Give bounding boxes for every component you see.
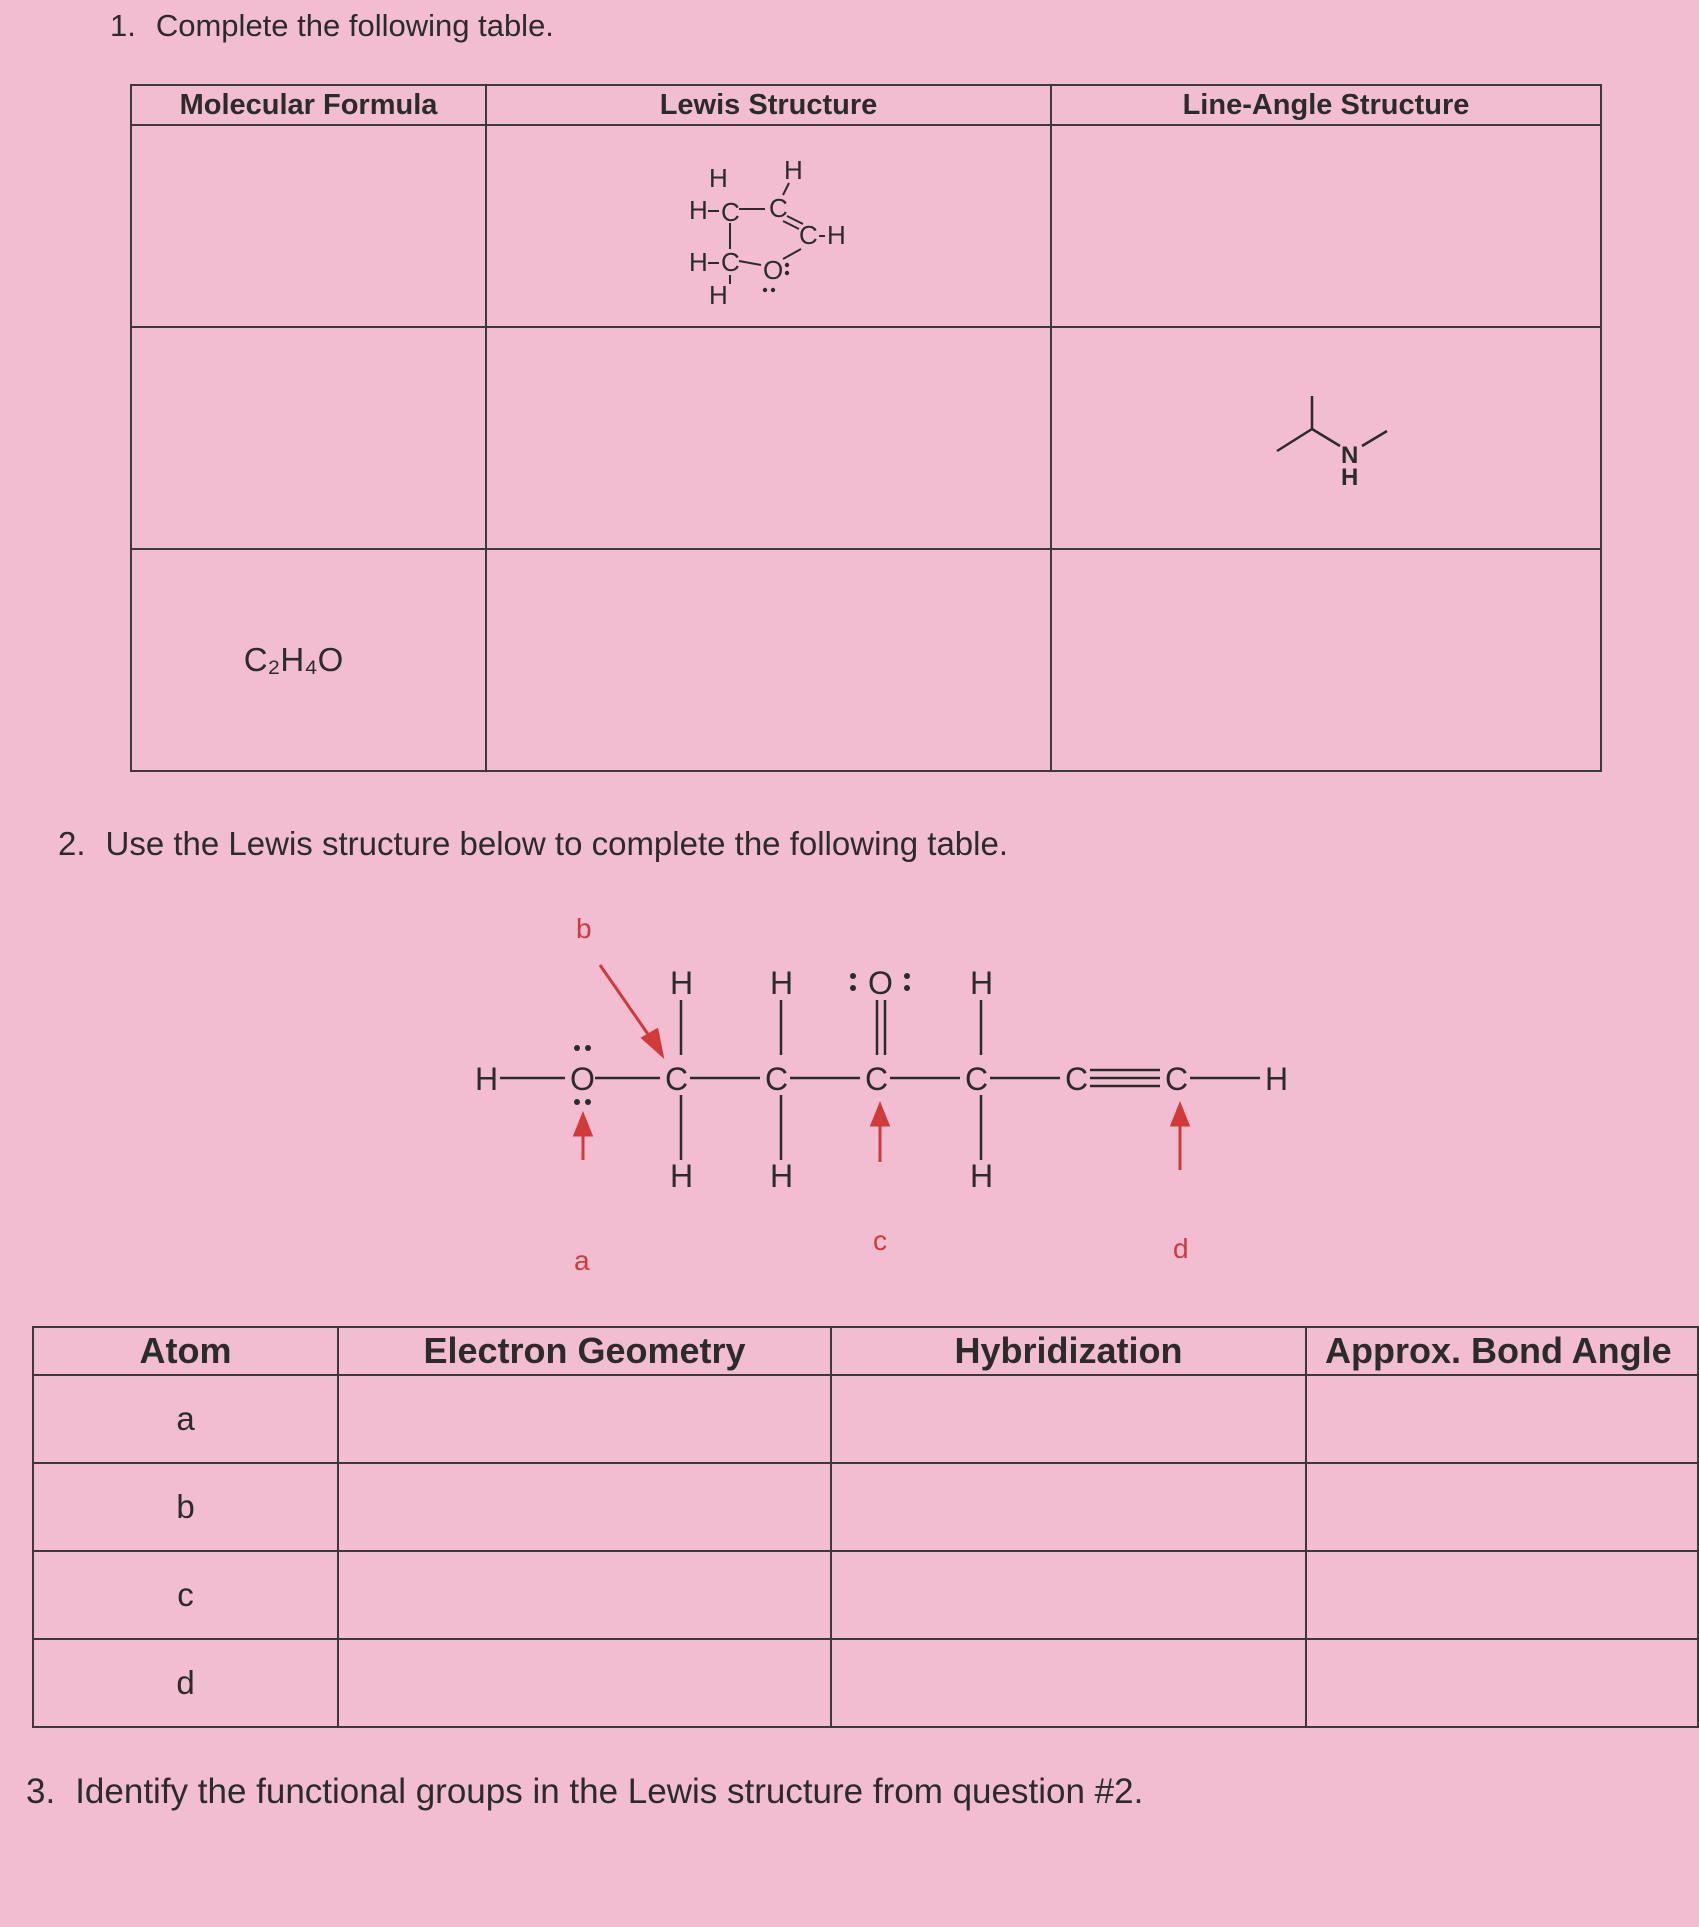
svg-text:H: H <box>970 1158 994 1194</box>
isopropyl-methylamine-line-angle <box>1252 391 1452 511</box>
label-d: d <box>1173 1233 1189 1264</box>
line-angle-cell-3[interactable] <box>1051 549 1601 771</box>
atom-C-d: C <box>1165 1061 1189 1097</box>
question-3 <box>26 1772 1143 1812</box>
atom-cell: d <box>33 1639 338 1727</box>
bond-angle-cell[interactable] <box>1306 1639 1698 1727</box>
electron-geometry-cell[interactable] <box>338 1375 831 1463</box>
bond-angle-cell[interactable] <box>1306 1463 1698 1551</box>
lewis-cell-1 <box>486 125 1051 327</box>
header-lewis-structure: Lewis Structure <box>486 85 1051 125</box>
question-1 <box>110 8 554 44</box>
electron-geometry-cell[interactable] <box>338 1551 831 1639</box>
lewis-structure-q2 <box>460 900 1310 1280</box>
atom-C-4: C <box>965 1061 989 1097</box>
header-line-angle-structure: Line-Angle Structure <box>1051 85 1601 125</box>
hybridization-cell[interactable] <box>831 1551 1306 1639</box>
furan-lewis-structure <box>659 139 879 309</box>
svg-text:C: C <box>768 192 788 223</box>
bond-angle-cell[interactable] <box>1306 1551 1698 1639</box>
line-angle-cell-1[interactable] <box>1051 125 1601 327</box>
table-1 <box>130 84 1602 772</box>
table-2-row <box>33 1463 1698 1551</box>
svg-text:H: H <box>708 162 728 193</box>
table-1-row <box>131 549 1601 771</box>
line-angle-cell-2 <box>1051 327 1601 549</box>
header-bond-angle: Approx. Bond Angle <box>1306 1327 1698 1375</box>
atom-C-5: C <box>1065 1061 1089 1097</box>
question-2-text: Use the Lewis structure below to complete the following table. <box>105 825 1009 862</box>
svg-text:C: C <box>720 246 740 277</box>
label-a: a <box>574 1245 590 1276</box>
question-2 <box>58 825 1008 863</box>
table-2-header-row <box>33 1327 1698 1375</box>
svg-text:H: H <box>770 1158 794 1194</box>
atom-C-c: C <box>865 1061 889 1097</box>
question-1-number: 1. <box>110 8 136 43</box>
hybridization-cell[interactable] <box>831 1375 1306 1463</box>
table-2-row <box>33 1551 1698 1639</box>
table-2-row <box>33 1639 1698 1727</box>
bond-angle-cell[interactable] <box>1306 1375 1698 1463</box>
table-2 <box>32 1326 1699 1728</box>
table-1-row <box>131 125 1601 327</box>
lewis-cell-2[interactable] <box>486 327 1051 549</box>
question-3-number: 3. <box>26 1772 56 1811</box>
svg-text:H: H <box>670 1158 694 1194</box>
svg-text:H: H <box>688 246 708 277</box>
svg-text:H: H <box>670 965 694 1001</box>
atom-H-left: H <box>475 1061 499 1097</box>
formula-cell-1[interactable] <box>131 125 486 327</box>
atom-cell: a <box>33 1375 338 1463</box>
table-1-row <box>131 327 1601 549</box>
atom-C-2: C <box>765 1061 789 1097</box>
svg-text:H: H <box>708 279 728 309</box>
svg-text:O: O <box>762 254 783 285</box>
header-electron-geometry: Electron Geometry <box>338 1327 831 1375</box>
svg-text:C: C <box>720 196 740 227</box>
label-c: c <box>873 1225 887 1256</box>
header-hybridization: Hybridization <box>831 1327 1306 1375</box>
svg-text:H: H <box>770 965 794 1001</box>
question-2-number: 2. <box>58 825 86 862</box>
label-b: b <box>576 913 592 944</box>
svg-text:H: H <box>826 219 846 250</box>
electron-geometry-cell[interactable] <box>338 1639 831 1727</box>
hybridization-cell[interactable] <box>831 1639 1306 1727</box>
svg-text:O: O <box>868 965 893 1001</box>
svg-text:H: H <box>688 194 708 225</box>
atom-cell: c <box>33 1551 338 1639</box>
svg-text:C: C <box>798 219 818 250</box>
svg-text:H: H <box>783 154 803 185</box>
question-3-text: Identify the functional groups in the Lewis structure from question #2. <box>75 1772 1144 1811</box>
hybridization-cell[interactable] <box>831 1463 1306 1551</box>
header-atom: Atom <box>33 1327 338 1375</box>
atom-H-right: H <box>1265 1061 1289 1097</box>
formula-cell-3: C₂H₄O <box>131 549 486 771</box>
header-molecular-formula: Molecular Formula <box>131 85 486 125</box>
atom-C-b: C <box>665 1061 689 1097</box>
formula-cell-2[interactable] <box>131 327 486 549</box>
atom-cell: b <box>33 1463 338 1551</box>
svg-text:H: H <box>970 965 994 1001</box>
electron-geometry-cell[interactable] <box>338 1463 831 1551</box>
atom-O-a: O <box>570 1061 595 1097</box>
question-1-text: Complete the following table. <box>155 8 554 43</box>
table-2-row <box>33 1375 1698 1463</box>
table-1-header-row <box>131 85 1601 125</box>
lewis-cell-3[interactable] <box>486 549 1051 771</box>
svg-text:N: N <box>1341 441 1359 469</box>
svg-text:H: H <box>1341 463 1359 491</box>
